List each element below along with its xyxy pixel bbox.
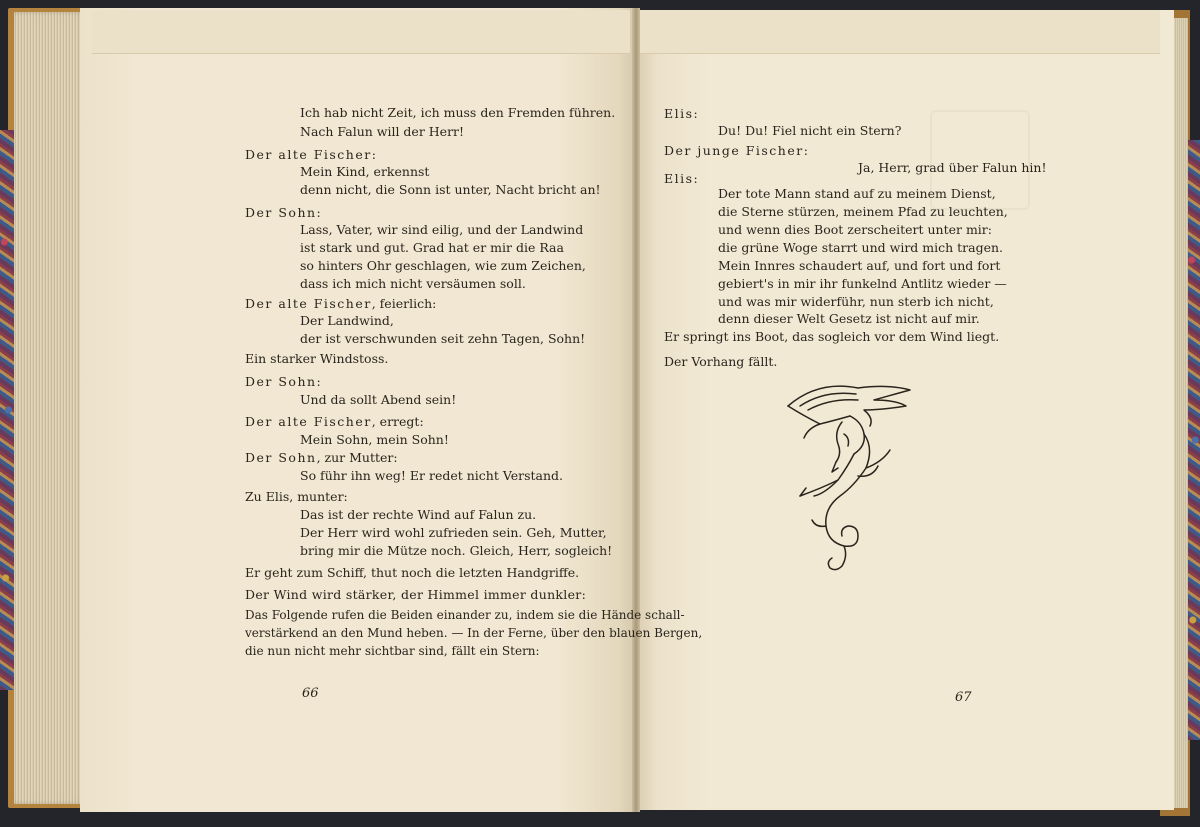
page-number: 67 bbox=[955, 690, 972, 705]
phoenix-bird-vignette bbox=[778, 376, 914, 576]
verse-line: und was mir widerführ, nun sterb ich nicht, bbox=[718, 294, 994, 309]
stage-direction: Zu Elis, munter: bbox=[245, 489, 348, 504]
verse-line: Der Landwind, bbox=[300, 313, 394, 328]
page-number: 66 bbox=[302, 686, 319, 701]
stage-direction: Der Wind wird stärker, der Himmel immer dunkler: bbox=[245, 587, 587, 602]
verse-line: gebiert's in mir ihr funkelnd Antlitz wieder — bbox=[718, 276, 1007, 291]
stage-direction: Er geht zum Schiff, thut noch die letzten Handgriffe. bbox=[245, 565, 580, 580]
verse-line: der ist verschwunden seit zehn Tagen, Sohn! bbox=[300, 331, 586, 346]
verse-line: Nach Falun will der Herr! bbox=[300, 124, 465, 139]
verse-line: dass ich mich nicht versäumen soll. bbox=[300, 276, 526, 291]
verse-line: Lass, Vater, wir sind eilig, und der Landwind bbox=[300, 222, 584, 237]
speaker-name: Der Sohn bbox=[245, 450, 317, 465]
stage-direction: Der Vorhang fällt. bbox=[664, 354, 778, 369]
verse-line: So führ ihn weg! Er redet nicht Verstand. bbox=[300, 468, 564, 483]
speaker-name: Der Sohn: bbox=[245, 374, 323, 389]
verse-line: Du! Du! Fiel nicht ein Stern? bbox=[718, 123, 902, 138]
verse-line: bring mir die Mütze noch. Gleich, Herr, sogleich! bbox=[300, 543, 613, 558]
speaker-name: Elis: bbox=[664, 106, 700, 121]
verse-line: ist stark und gut. Grad hat er mir die Raa bbox=[300, 240, 564, 255]
stage-direction: Ein starker Windstoss. bbox=[245, 351, 389, 366]
speaker-name: Der Sohn: bbox=[245, 205, 323, 220]
stage-direction: , erregt: bbox=[371, 414, 424, 429]
verse-line: die Sterne stürzen, meinem Pfad zu leuchten, bbox=[718, 204, 1008, 219]
stage-direction: Er springt ins Boot, das sogleich vor dem Wind liegt. bbox=[664, 329, 1000, 344]
speaker-name: Der alte Fischer bbox=[245, 296, 372, 311]
verse-line: Mein Innres schaudert auf, und fort und fort bbox=[718, 258, 1001, 273]
verse-line: Mein Sohn, mein Sohn! bbox=[300, 432, 449, 447]
verse-line: Mein Kind, erkennst bbox=[300, 164, 430, 179]
verse-line: Der tote Mann stand auf zu meinem Dienst, bbox=[718, 186, 996, 201]
verse-line: Das ist der rechte Wind auf Falun zu. bbox=[300, 507, 537, 522]
verse-line: Der Herr wird wohl zufrieden sein. Geh, Mutter, bbox=[300, 525, 607, 540]
flyleaf-right bbox=[640, 10, 1160, 54]
verse-line: Und da sollt Abend sein! bbox=[300, 392, 457, 407]
speaker-line bbox=[245, 448, 398, 468]
verse-line: Ich hab nicht Zeit, ich muss den Fremden führen. bbox=[300, 105, 616, 120]
speaker-line bbox=[245, 412, 424, 432]
speaker-name: Der junge Fischer: bbox=[664, 143, 810, 158]
stage-direction: , feierlich: bbox=[371, 296, 437, 311]
verse-line: so hinters Ohr geschlagen, wie zum Zeichen, bbox=[300, 258, 586, 273]
stage-direction: , zur Mutter: bbox=[316, 450, 398, 465]
flyleaf-left bbox=[92, 10, 630, 54]
verse-line: denn nicht, die Sonn ist unter, Nacht bricht an! bbox=[300, 182, 601, 197]
verse-line: Ja, Herr, grad über Falun hin! bbox=[858, 160, 1047, 175]
speaker-name: Der alte Fischer: bbox=[245, 147, 378, 162]
verse-line: denn dieser Welt Gesetz ist nicht auf mir. bbox=[718, 311, 980, 326]
marbled-endpaper-right bbox=[1188, 140, 1200, 740]
speaker-name: Elis: bbox=[664, 171, 700, 186]
speaker-name: Der alte Fischer bbox=[245, 414, 372, 429]
stage-direction: die nun nicht mehr sichtbar sind, fällt ein Stern: bbox=[245, 644, 540, 658]
verse-line: und wenn dies Boot zerscheitert unter mir: bbox=[718, 222, 992, 237]
marbled-endpaper-left bbox=[0, 130, 14, 690]
page-stack-edge bbox=[14, 12, 86, 804]
stage-direction: Das Folgende rufen die Beiden einander zu, indem sie die Hände schall- bbox=[245, 608, 685, 622]
book-gutter bbox=[632, 8, 640, 812]
verse-line: die grüne Woge starrt und wird mich tragen. bbox=[718, 240, 1004, 255]
stage-direction: verstärkend an den Mund heben. — In der Ferne, über den blauen Bergen, bbox=[245, 626, 703, 640]
